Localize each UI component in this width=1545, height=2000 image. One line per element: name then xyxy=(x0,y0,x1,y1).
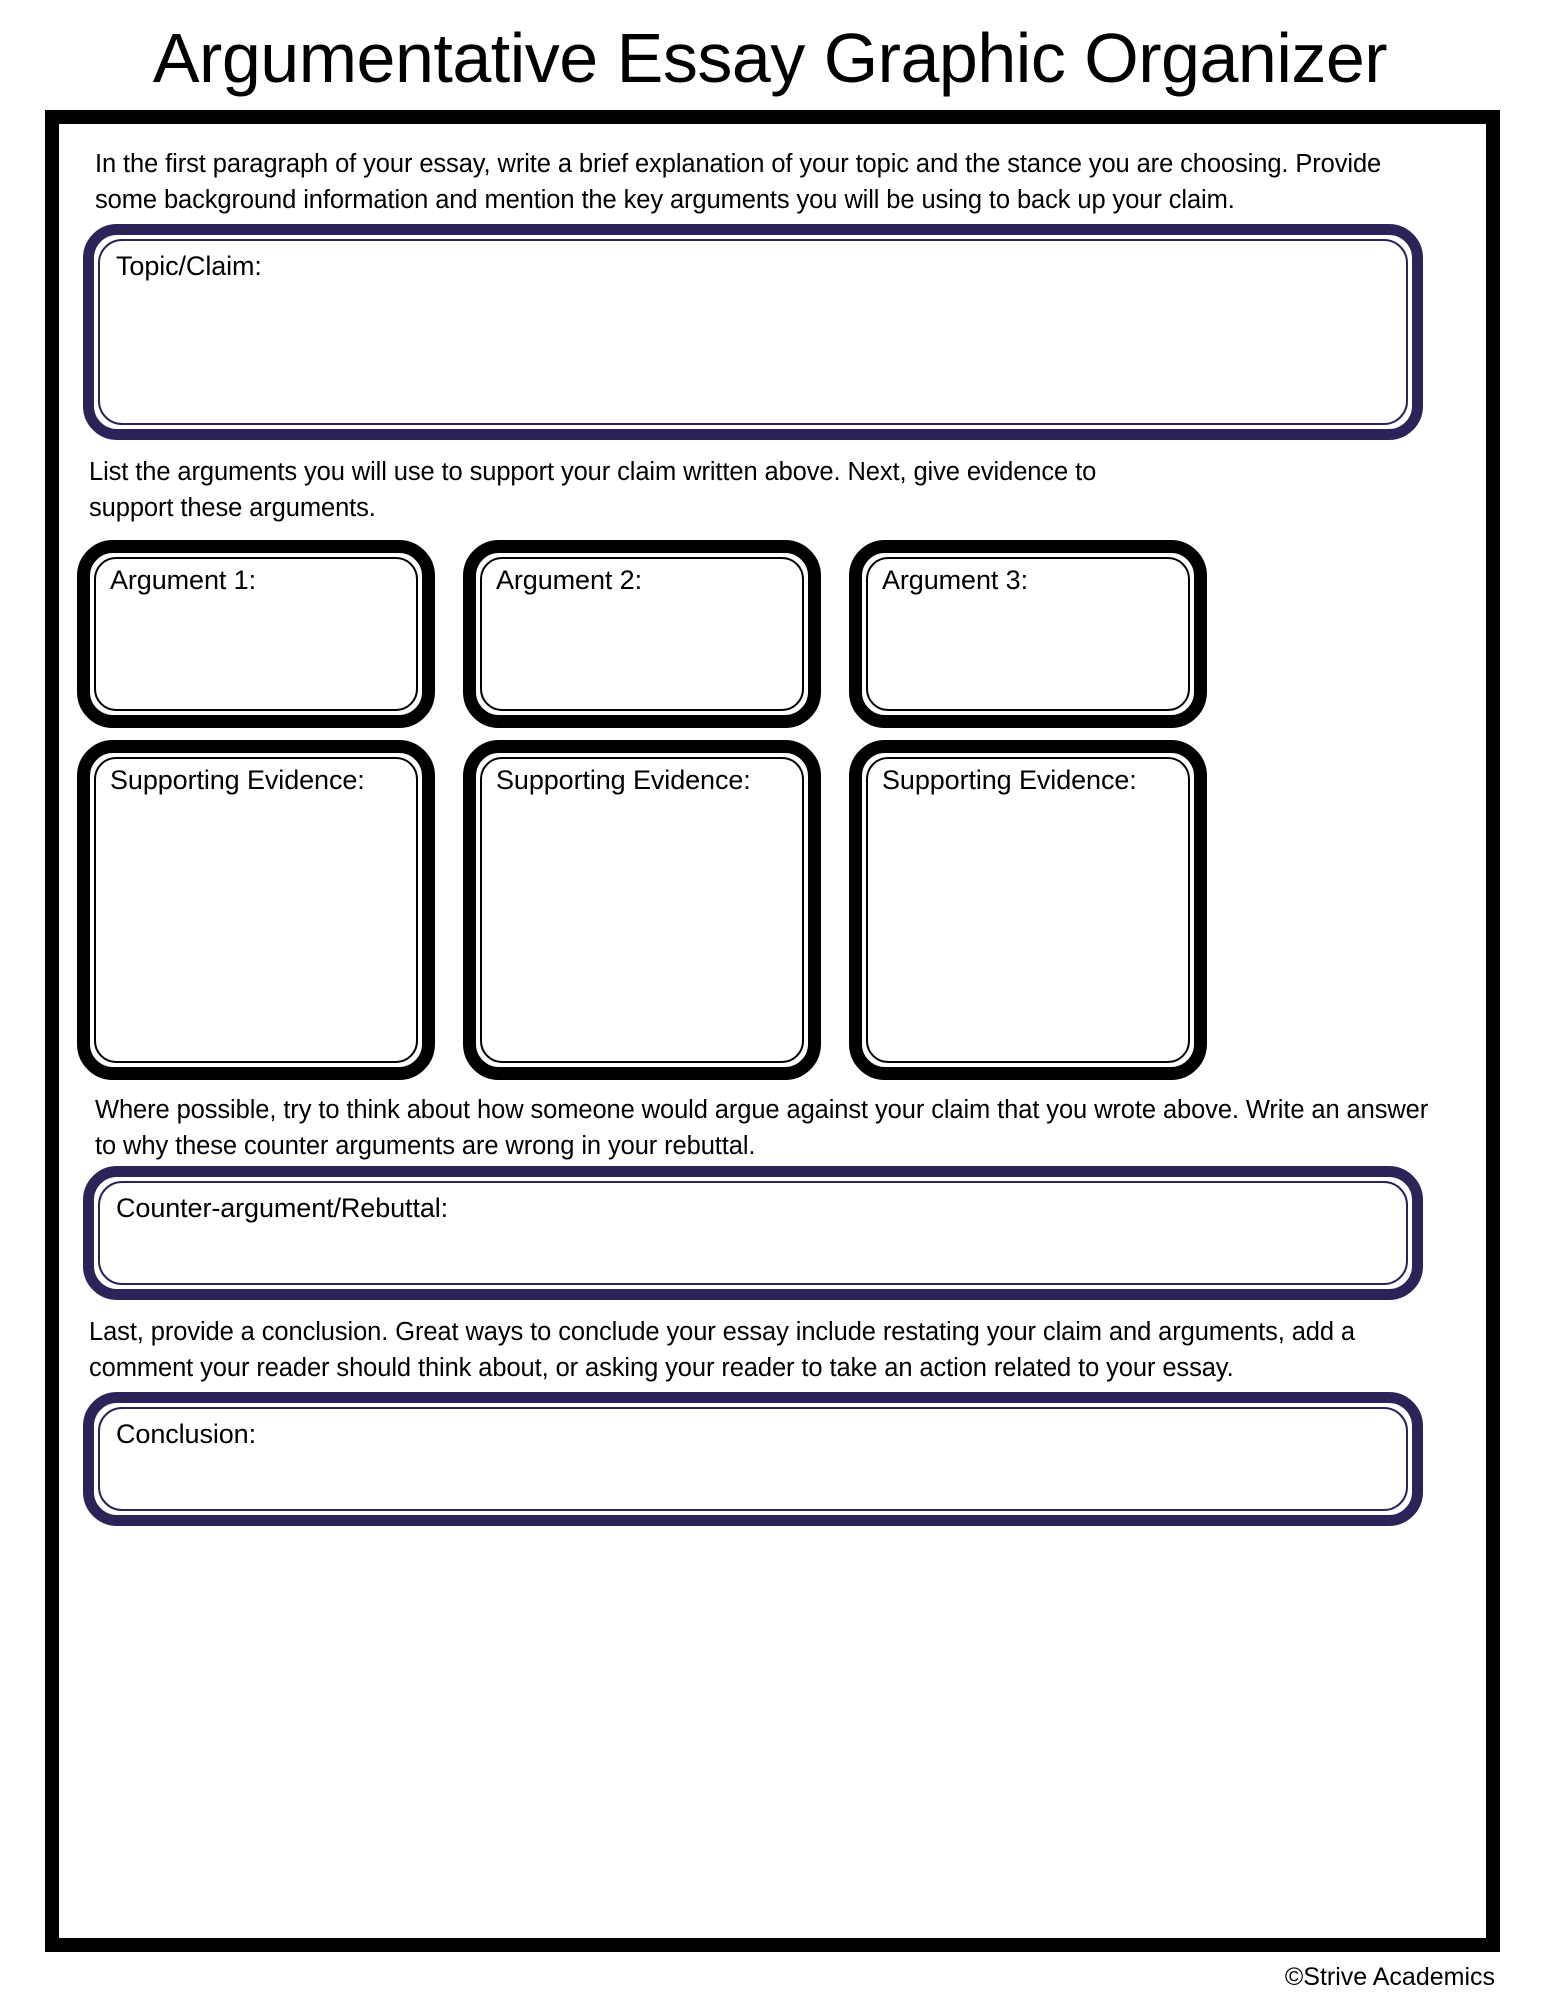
conclusion-label: Conclusion: xyxy=(116,1419,256,1449)
supporting-evidence-1-label: Supporting Evidence: xyxy=(110,765,365,795)
instruction-arguments: List the arguments you will use to support your claim written above. Next, give evidence to support these arguments. xyxy=(89,458,1097,522)
worksheet-frame xyxy=(45,110,1500,1952)
supporting-evidence-1-box[interactable] xyxy=(77,740,435,1080)
topic-claim-label: Topic/Claim: xyxy=(116,251,262,281)
counter-argument-box[interactable] xyxy=(83,1166,1423,1300)
supporting-evidence-2-inner-border xyxy=(480,757,804,1063)
supporting-evidence-3-box[interactable] xyxy=(849,740,1207,1080)
topic-claim-inner-border xyxy=(98,239,1408,425)
conclusion-box[interactable] xyxy=(83,1392,1423,1526)
worksheet-body xyxy=(59,124,1486,1938)
argument-3-box[interactable] xyxy=(849,540,1207,728)
supporting-evidence-1-inner-border xyxy=(94,757,418,1063)
instruction-conclusion: Last, provide a conclusion. Great ways to conclude your essay include restating your claim and arguments, add a comment your reader should think about, or asking your reader to take an action related to your essay. xyxy=(89,1318,1356,1382)
topic-claim-box[interactable] xyxy=(83,224,1423,440)
counter-argument-label: Counter-argument/Rebuttal: xyxy=(116,1193,449,1223)
argument-2-box[interactable] xyxy=(463,540,821,728)
instruction-intro: In the first paragraph of your essay, write a brief explanation of your topic and the stance you are choosing. Provide some background information and mention the key arguments you will be using to back up your claim. xyxy=(95,150,1382,214)
argument-2-label: Argument 2: xyxy=(496,565,642,595)
supporting-evidence-3-inner-border xyxy=(866,757,1190,1063)
argument-1-label: Argument 1: xyxy=(110,565,256,595)
copyright-credit: ©Strive Academics xyxy=(1284,1963,1495,1991)
supporting-evidence-3-label: Supporting Evidence: xyxy=(882,765,1137,795)
supporting-evidence-2-label: Supporting Evidence: xyxy=(496,765,751,795)
instruction-counter-argument: Where possible, try to think about how someone would argue against your claim that you wrote above. Write an answer to why these counter arguments are wrong in your rebuttal. xyxy=(95,1096,1429,1160)
page-title: Argumentative Essay Graphic Organizer xyxy=(152,19,1388,97)
conclusion-inner-border xyxy=(98,1407,1408,1511)
argument-3-label: Argument 3: xyxy=(882,565,1028,595)
supporting-evidence-2-box[interactable] xyxy=(463,740,821,1080)
argument-1-box[interactable] xyxy=(77,540,435,728)
